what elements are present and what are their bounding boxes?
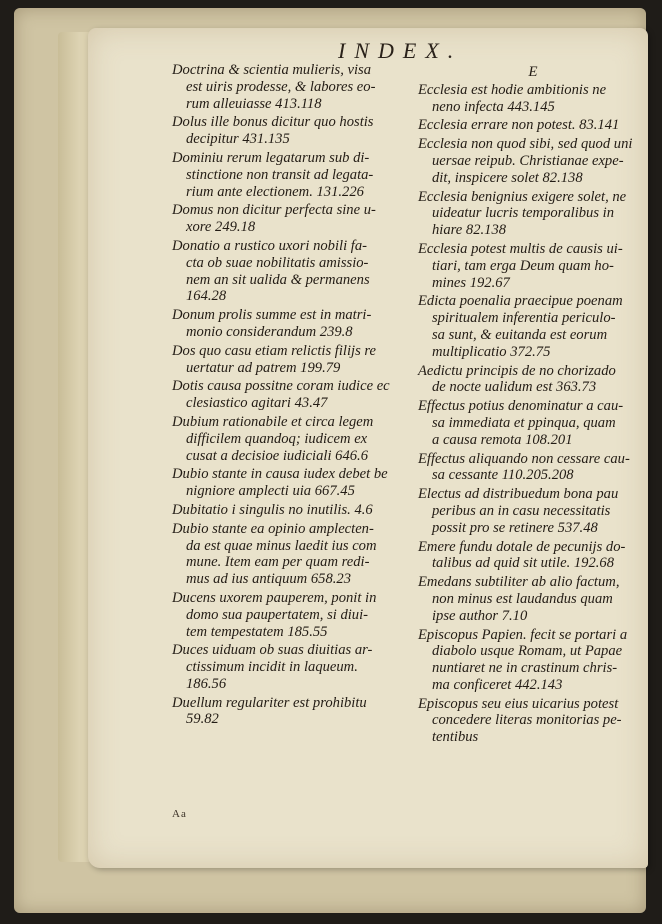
index-entry: [418, 451, 648, 485]
entry-line: Dolus ille bonus dicitur quo hostis: [172, 114, 374, 131]
entry-line: tentibus: [432, 729, 479, 746]
entry-line: Doctrina & scientia mulieris, visa: [172, 62, 372, 78]
entry-line: sa immediata et ppinqua, quam: [432, 414, 616, 431]
left-column: [172, 62, 400, 730]
index-entry: [418, 486, 648, 536]
entry-line: Dubitatio i singulis no inutilis. 4.6: [172, 501, 373, 518]
index-entry: [172, 343, 400, 377]
index-entry: [172, 642, 400, 692]
entry-line: stinctione non transit ad legata-: [186, 166, 374, 183]
entry-line: multiplicatio 372.75: [432, 343, 551, 360]
entry-line: Ecclesia est hodie ambitionis ne: [418, 81, 607, 98]
entry-line: Dubio stante in causa iudex debet be: [172, 466, 388, 483]
entry-line: dit, inspicere solet 82.138: [432, 169, 583, 186]
index-entry: [418, 136, 648, 186]
entry-line: uersae reipub. Christianae expe-: [432, 152, 624, 169]
entry-line: Edicta poenalia praecipue poenam: [418, 293, 623, 310]
index-entry: [418, 363, 648, 397]
entry-line: Effectus aliquando non cessare cau-: [418, 450, 630, 467]
entry-line: possit pro se retinere 537.48: [432, 519, 598, 536]
entry-line: rium ante electionem. 131.226: [186, 183, 364, 200]
entry-line: Dubium rationabile et circa legem: [172, 413, 374, 430]
index-entry: [172, 695, 400, 729]
entry-line: talibus ad quid sit utile. 192.68: [432, 555, 615, 572]
entry-line: 164.28: [186, 288, 227, 305]
index-entry: [172, 378, 400, 412]
entry-line: a causa remota 108.201: [432, 431, 573, 448]
index-entry: [172, 590, 400, 640]
entry-line: peribus an in casu necessitatis: [432, 502, 611, 519]
entry-line: Ecclesia non quod sibi, sed quod uni: [418, 136, 633, 153]
entry-line: domo sua paupertatem, si diui-: [186, 606, 369, 623]
entry-line: ma conficeret 442.143: [432, 676, 563, 693]
entry-line: xore 249.18: [186, 219, 256, 236]
entry-line: Episcopus seu eius uicarius potest: [418, 695, 619, 712]
section-letter: E: [528, 64, 538, 80]
entry-line: uideatur lucris temporalibus in: [432, 205, 615, 222]
entry-line: difficilem quandoq; iudicem ex: [186, 430, 368, 447]
index-entry: [418, 627, 648, 694]
index-entry: [172, 150, 400, 200]
entry-line: mines 192.67: [432, 274, 510, 291]
catchword: Aa: [172, 808, 187, 820]
entry-line: clesiastico agitari 43.47: [186, 395, 328, 412]
index-entry: [172, 414, 400, 464]
entry-line: ipse author 7.10: [432, 607, 528, 624]
entry-line: Dos quo casu etiam relictis filijs re: [172, 342, 377, 359]
entry-line: concedere literas monitorias pe-: [432, 712, 622, 729]
entry-line: Duces uiduam ob suas diuitias ar-: [172, 642, 373, 659]
entry-line: sa cessante 110.205.208: [432, 467, 574, 484]
entry-line: Emedans subtiliter ab alio factum,: [418, 574, 620, 591]
right-column: [418, 64, 648, 748]
entry-line: Episcopus Papien. fecit se portari a: [418, 626, 628, 643]
entry-line: Effectus potius denominatur a cau-: [418, 398, 624, 415]
entry-line: decipitur 431.135: [186, 131, 290, 148]
page-header: INDEX.: [338, 38, 463, 63]
entry-line: de nocte ualidum est 363.73: [432, 379, 597, 396]
index-entry: [418, 574, 648, 624]
entry-line: Electus ad distribuedum bona pau: [418, 486, 619, 503]
index-entry: [418, 539, 648, 573]
entry-line: neno infecta 443.145: [432, 98, 555, 115]
index-entry: [418, 189, 648, 239]
entry-line: Domus non dicitur perfecta sine u-: [172, 202, 376, 219]
entry-line: Donum prolis summe est in matri-: [172, 307, 372, 324]
index-entry: [418, 117, 648, 134]
entry-line: da est quae minus laedit ius com: [186, 537, 377, 554]
entry-line: cusat a decisioe iudiciali 646.6: [186, 447, 368, 464]
entry-line: mus ad ius antiquum 658.23: [186, 571, 351, 588]
entry-line: nuntiaret ne in crastinum chris-: [432, 660, 618, 677]
entry-line: Ducens uxorem pauperem, ponit in: [172, 589, 377, 606]
index-entry: [418, 241, 648, 291]
index-entry: [172, 502, 400, 519]
entry-line: nigniore amplecti uia 667.45: [186, 483, 355, 500]
entry-line: mune. Item eam per quam redi-: [186, 554, 370, 571]
index-entry: [172, 114, 400, 148]
index-entry: [418, 82, 648, 116]
index-entry: [418, 293, 648, 360]
entry-line: hiare 82.138: [432, 222, 507, 239]
entry-line: tem tempestatem 185.55: [186, 623, 328, 640]
index-entry: [172, 307, 400, 341]
index-entry: [172, 238, 400, 305]
entry-line: rum alleuiasse 413.118: [186, 95, 322, 112]
entry-line: nem an sit ualida & permanens: [186, 271, 370, 288]
entry-line: spiritualem inferentia periculo-: [432, 310, 616, 327]
entry-line: Dominiu rerum legatarum sub di-: [172, 149, 370, 166]
entry-line: Dubio stante ea opinio amplecten-: [172, 520, 374, 537]
index-entry: [172, 521, 400, 588]
entry-line: Ecclesia errare non potest. 83.141: [418, 117, 620, 134]
entry-line: Aedictu principis de no chorizado: [418, 362, 616, 379]
index-entry: [418, 696, 648, 746]
entry-line: Dotis causa possitne coram iudice ec: [172, 378, 390, 395]
index-entry: [172, 202, 400, 236]
index-entry: [172, 466, 400, 500]
entry-line: non minus est laudandus quam: [432, 590, 613, 607]
entry-line: est uiris prodesse, & labores eo-: [186, 78, 376, 95]
index-entry: [172, 62, 400, 112]
entry-line: ctissimum incidit in laqueum.: [186, 659, 358, 676]
entry-line: diabolo usque Romam, ut Papae: [432, 643, 623, 660]
index-entry: [418, 398, 648, 448]
entry-line: sa sunt, & euitanda est eorum: [432, 326, 608, 343]
entry-line: Duellum regulariter est prohibitu: [172, 694, 367, 711]
entry-line: uertatur ad patrem 199.79: [186, 359, 341, 376]
entry-line: Ecclesia benignius exigere solet, ne: [418, 188, 627, 205]
entry-line: Emere fundu dotale de pecunijs do-: [418, 538, 626, 555]
entry-line: Ecclesia potest multis de causis ui-: [418, 240, 623, 257]
entry-line: monio considerandum 239.8: [186, 323, 353, 340]
entry-line: Donatio a rustico uxori nobili fa-: [172, 237, 367, 254]
entry-line: 59.82: [186, 711, 219, 728]
entry-line: 186.56: [186, 675, 227, 692]
entry-line: cta ob suae nobilitatis amissio-: [186, 254, 369, 271]
entry-line: tiari, tam erga Deum quam ho-: [432, 257, 614, 274]
